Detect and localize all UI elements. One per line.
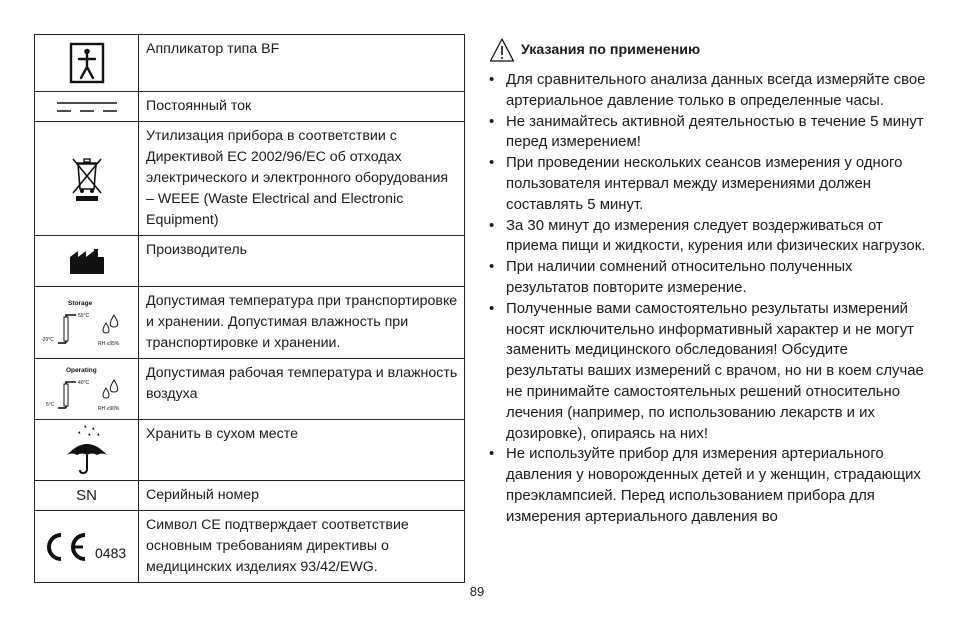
direct-current-icon	[55, 100, 119, 114]
temp-low: -20°C	[40, 336, 54, 343]
symbol-row	[35, 236, 465, 287]
symbol-description: Хранить в сухом месте	[139, 420, 465, 481]
storage-conditions-icon	[38, 295, 136, 351]
symbol-row	[35, 92, 465, 122]
storage-label: Storage	[67, 299, 92, 307]
list-item	[489, 70, 929, 112]
page-number: 89	[469, 584, 485, 599]
symbol-icon-cell	[35, 122, 139, 236]
symbol-row	[35, 511, 465, 583]
list-item	[489, 444, 929, 527]
symbol-row	[35, 359, 465, 420]
symbol-description: Символ СЕ подтверждает соответствие основным требованиям директивы о медицинских изделиях 93/42/EWG.	[139, 511, 465, 583]
bf-applicator-icon	[69, 42, 105, 84]
temp-high: 40°C	[77, 380, 89, 386]
serial-number-icon: SN	[76, 486, 97, 504]
symbol-row	[35, 122, 465, 236]
symbol-icon-cell	[35, 287, 139, 359]
note-text: Не занимайтесь активной деятельностью в течение 5 минут перед измерением!	[506, 113, 924, 151]
symbol-icon-cell	[35, 35, 139, 92]
humidity-limit: RH ≤90%	[97, 406, 119, 412]
note-text: Для сравнительного анализа данных всегда измеряйте свое артериальное давление только в определенные часы.	[506, 72, 926, 109]
operating-label: Operating	[65, 367, 97, 374]
usage-notes-list	[489, 70, 929, 528]
note-text: За 30 минут до измерения следует воздерживаться от приема пищи и жидкости, курения или физических нагрузок.	[506, 217, 926, 255]
symbol-icon-cell	[35, 236, 139, 287]
symbol-row	[35, 481, 465, 511]
temp-low: 5°C	[45, 402, 54, 408]
symbols-table	[34, 34, 465, 583]
symbol-icon-cell	[35, 481, 139, 511]
weee-crossed-bin-icon	[70, 155, 104, 203]
keep-dry-umbrella-icon	[64, 425, 110, 475]
manufacturer-icon	[68, 247, 106, 275]
bullet: •	[489, 446, 495, 463]
symbol-description: Постоянный ток	[139, 92, 465, 122]
list-item	[489, 299, 929, 445]
bullet: •	[489, 113, 495, 130]
usage-notes-title: Указания по применению	[521, 42, 701, 58]
symbol-row	[35, 287, 465, 359]
humidity-limit: RH ≤95%	[97, 340, 119, 347]
usage-notes-header	[489, 34, 929, 66]
note-text: Полученные вами самостоятельно результаты измерений носят исключительно информативный характер и не могут заменить медицинского обследования! Обсудите результаты ваших измерений с врачом, но ни в коем случае не принимайте самостоятельных решений относительно лечения (например, по использованию лекарств и их дозировке), опираясь на них!	[506, 300, 924, 442]
list-item	[489, 112, 929, 154]
list-item	[489, 257, 929, 299]
symbol-description: Утилизация прибора в соответствии с Директивой ЕС 2002/96/EC об отходах электрического и электронного оборудования – WEEE (Waste Electrical and Electronic Equipment)	[139, 122, 465, 236]
symbol-icon-cell	[35, 359, 139, 420]
symbol-row	[35, 420, 465, 481]
list-item	[489, 216, 929, 258]
symbol-description: Производитель	[139, 236, 465, 287]
operating-conditions-icon	[38, 362, 136, 416]
symbol-description: Допустимая рабочая температура и влажность воздуха	[139, 359, 465, 420]
bullet: •	[489, 155, 495, 172]
bullet: •	[489, 300, 495, 317]
symbol-icon-cell	[35, 420, 139, 481]
notified-body-number: 0483	[94, 544, 126, 561]
symbol-icon-cell	[35, 511, 139, 583]
warning-triangle-icon	[489, 37, 515, 63]
list-item	[489, 153, 929, 215]
ce-mark-icon	[39, 529, 135, 565]
note-text: При проведении нескольких сеансов измерения у одного пользователя интервал между измерениями должен составлять 5 минут.	[506, 155, 903, 213]
symbol-description: Аппликатор типа BF	[139, 35, 465, 92]
bullet: •	[489, 217, 495, 234]
bullet: •	[489, 72, 495, 88]
symbol-description: Допустимая температура при транспортировке и хранении. Допустимая влажность при транспортировке и хранении.	[139, 287, 465, 359]
note-text: При наличии сомнений относительно полученных результатов повторите измерение.	[506, 259, 853, 296]
bullet: •	[489, 259, 495, 276]
symbol-icon-cell	[35, 92, 139, 122]
symbol-row	[35, 35, 465, 92]
symbol-description: Серийный номер	[139, 481, 465, 511]
note-text: Не используйте прибор для измерения артериального давления у новорожденных детей и у женщин, страдающих преэклампсией. Перед использованием прибора для измерения артериального давления во	[506, 446, 921, 525]
usage-notes	[489, 34, 929, 528]
temp-high: 55°C	[77, 312, 89, 319]
